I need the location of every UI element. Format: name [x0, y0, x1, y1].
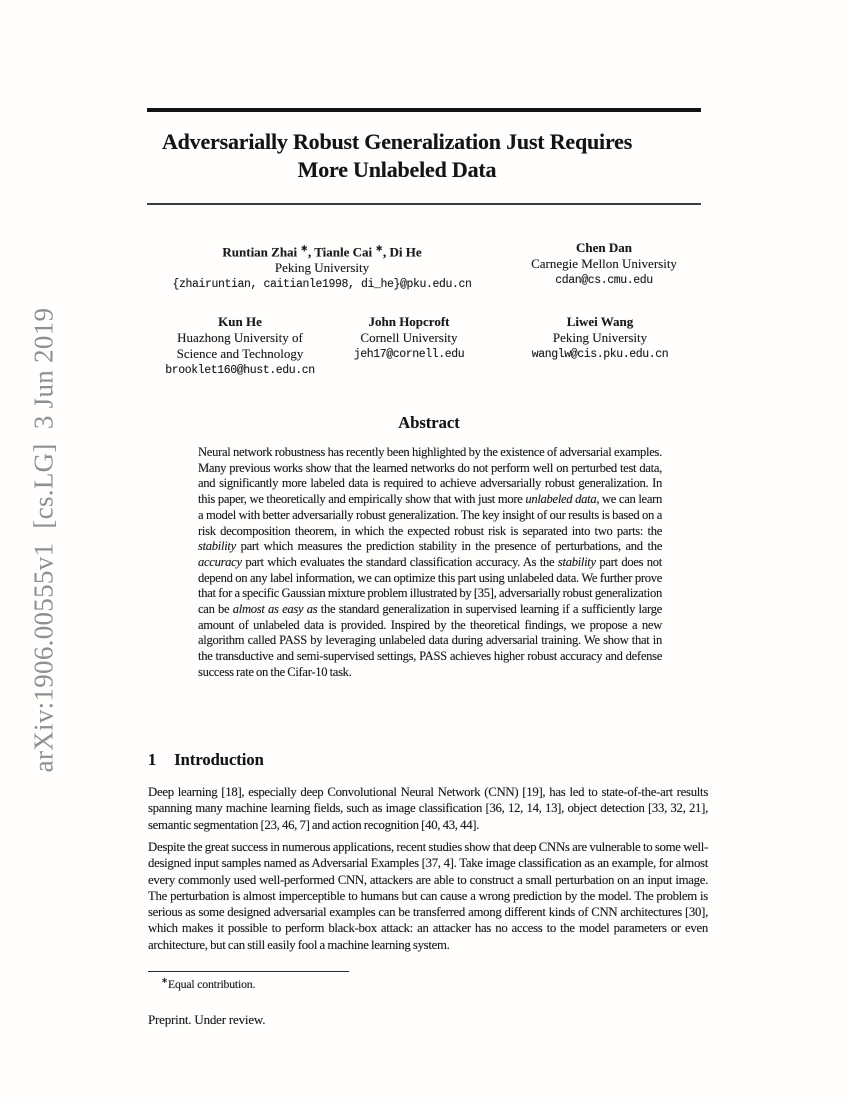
- author-block-john-hopcroft: [354, 314, 465, 363]
- intro-paragraph-2: Despite the great success in numerous applications, recent studies show that deep CNNs are vulnerable to some well-designed input samples named as Adversarial Examples [37, 4]. Take image classification as an example, for almost every commonly used well-performed CNN, attackers are able to construct a small perturbation on an input image. The perturbation is almost imperceptible to humans but can cause a wrong prediction by the model. The problem is serious as some designed adversarial examples can be transferred among different kinds of CNN architectures [30], which makes it possible to perform black-box attack: an attacker has no access to the model parameters or even architecture, but can still easily fool a machine learning system.: [148, 840, 708, 952]
- title-rule-top: [147, 108, 701, 112]
- intro-paragraph-1: Deep learning [18], especially deep Convolutional Neural Network (CNN) [19], has led to state-of-the-art results spanning many machine learning fields, such as image classification [36, 12, 14, 13], object detection [33, 32, 21], semantic segmentation [23, 46, 7] and action recognition [40, 43, 44].: [148, 785, 708, 832]
- author-email: brooklet160@hust.edu.cn: [165, 364, 315, 377]
- author-affiliation: Huazhong University of: [177, 330, 303, 345]
- author-block-chen-dan: [531, 240, 677, 289]
- paper-title: [97, 128, 697, 184]
- section-number: 1: [148, 750, 157, 769]
- title-rule-bottom: [147, 203, 701, 205]
- abstract-heading: Abstract: [398, 413, 460, 432]
- section-heading-introduction: [148, 750, 264, 770]
- author-affiliation-line2: Science and Technology: [176, 346, 304, 361]
- section-title: Introduction: [174, 750, 264, 769]
- author-block-liwei-wang: [532, 314, 669, 363]
- paper-title-line2: More Unlabeled Data: [297, 157, 497, 182]
- paper-title-line1: Adversarially Robust Generalization Just Requires: [161, 129, 633, 154]
- footnote-equal-contribution: [148, 975, 721, 992]
- author-block-kun-he: [165, 314, 315, 379]
- author-block-zhai-cai-he: [172, 240, 471, 293]
- author-affiliation: Peking University: [552, 330, 648, 345]
- preprint-notice: Preprint. Under review.: [148, 1012, 266, 1027]
- abstract-text: Neural network robustness has recently been highlighted by the existence of adversarial examples. Many previous works show that the learned networks do not perform well on perturbed test data, and significantly more labeled data is required to achieve adversarially robust generalization. In this paper, we theoretically and empirically show that with just more unlabeled data, we can learn a model with better adversarially robust generalization. The key insight of our results is based on a risk decomposition theorem, in which the expected robust risk is separated into two parts: the stability part which measures the prediction stability in the presence of perturbations, and the accuracy part which evaluates the standard classification accuracy. As the stability part does not depend on any label information, we can optimize this part using unlabeled data. We further prove that for a specific Gaussian mixture problem illustrated by [35], adversarially robust generalization can be almost as easy as the standard generalization in supervised learning if a sufficiently large amount of unlabeled data is provided. Inspired by the theoretical findings, we propose a new algorithm called PASS by leveraging unlabeled data during adversarial training. We show that in the transductive and semi-supervised settings, PASS achieves higher robust accuracy and defense success rate on the Cifar-10 task.: [198, 445, 662, 679]
- author-affiliation: Carnegie Mellon University: [531, 256, 677, 271]
- author-email: jeh17@cornell.edu: [353, 348, 465, 361]
- author-names: Runtian Zhai ∗, Tianle Cai ∗, Di He: [222, 243, 422, 260]
- footnote-text: Equal contribution.: [167, 976, 256, 991]
- author-email: {zhairuntian, caitianle1998, di_he}@pku.edu.cn: [172, 278, 472, 292]
- footnote-rule: [148, 971, 349, 972]
- arxiv-watermark: arXiv:1906.00555v1 [cs.LG] 3 Jun 2019: [28, 307, 59, 773]
- footnote-marker: ∗: [161, 975, 168, 985]
- author-email: cdan@cs.cmu.edu: [555, 274, 653, 287]
- author-email: wanglw@cis.pku.edu.cn: [531, 348, 669, 361]
- author-names: Liwei Wang: [566, 314, 634, 329]
- author-names: Kun He: [218, 314, 262, 329]
- author-names: John Hopcroft: [368, 314, 450, 329]
- author-names: Chen Dan: [575, 240, 632, 255]
- author-affiliation: Peking University: [274, 260, 370, 276]
- author-affiliation: Cornell University: [360, 330, 458, 345]
